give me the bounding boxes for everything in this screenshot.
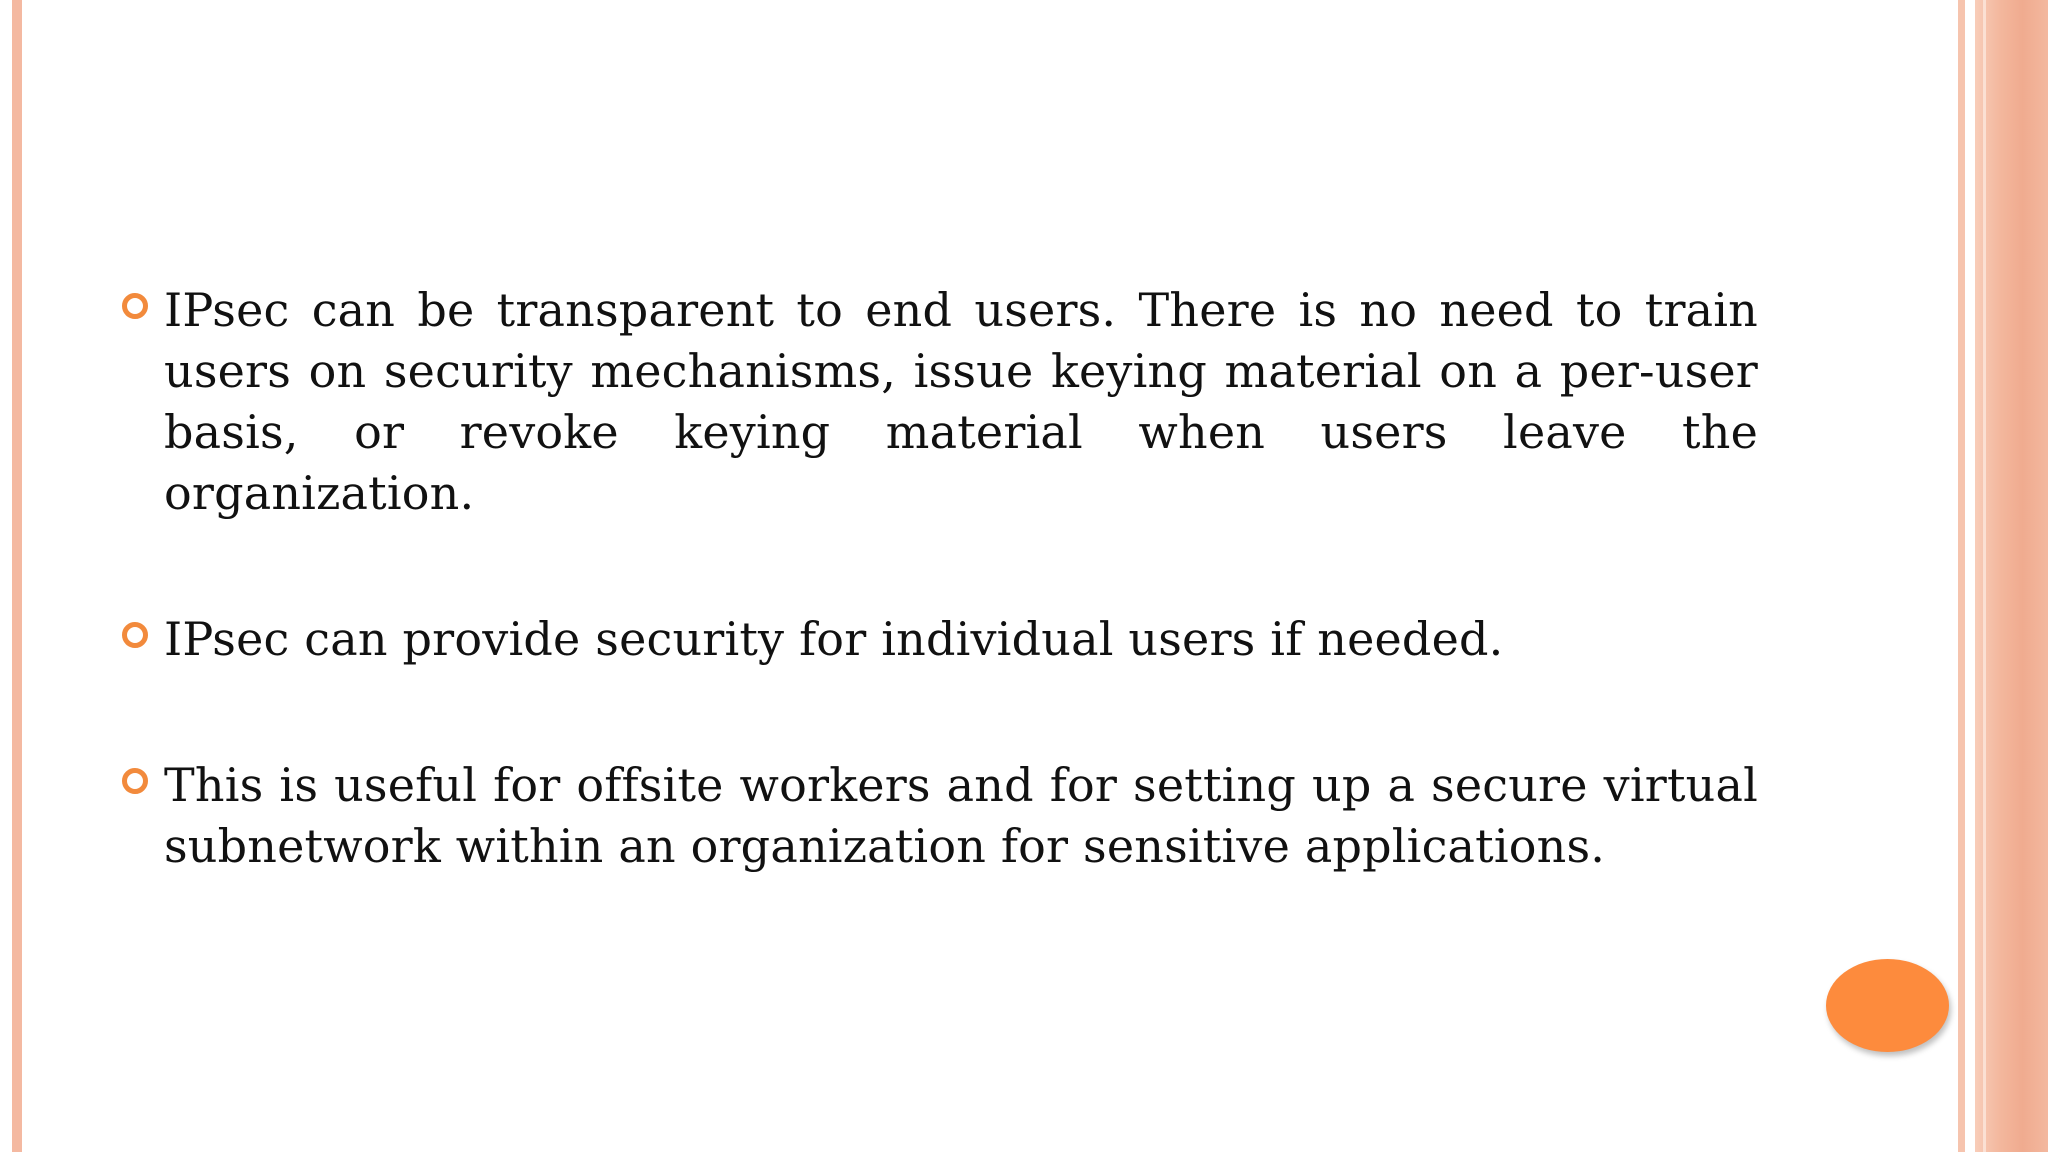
right-decorative-band [1975,0,2048,1152]
ring-bullet-icon [122,622,148,648]
bullet-text: IPsec can provide security for individual users if needed. [164,612,1504,666]
bullet-item [118,609,1758,670]
bullet-item [118,755,1758,877]
bullet-text: IPsec can be transparent to end users. There is no need to train users on security mechanisms, issue keying material on a per-user basis, or revoke keying material when users leave the organization. [164,283,1758,520]
left-decorative-stripe [12,0,22,1152]
bullet-list [118,280,1758,962]
bullet-item [118,280,1758,524]
bullet-text: This is useful for offsite workers and for setting up a secure virtual subnetwork within an organization for sensitive applications. [164,758,1758,873]
decorative-orange-circle [1826,959,1949,1052]
right-thin-decorative-stripe [1958,0,1965,1152]
ring-bullet-icon [122,768,148,794]
ring-bullet-icon [122,293,148,319]
